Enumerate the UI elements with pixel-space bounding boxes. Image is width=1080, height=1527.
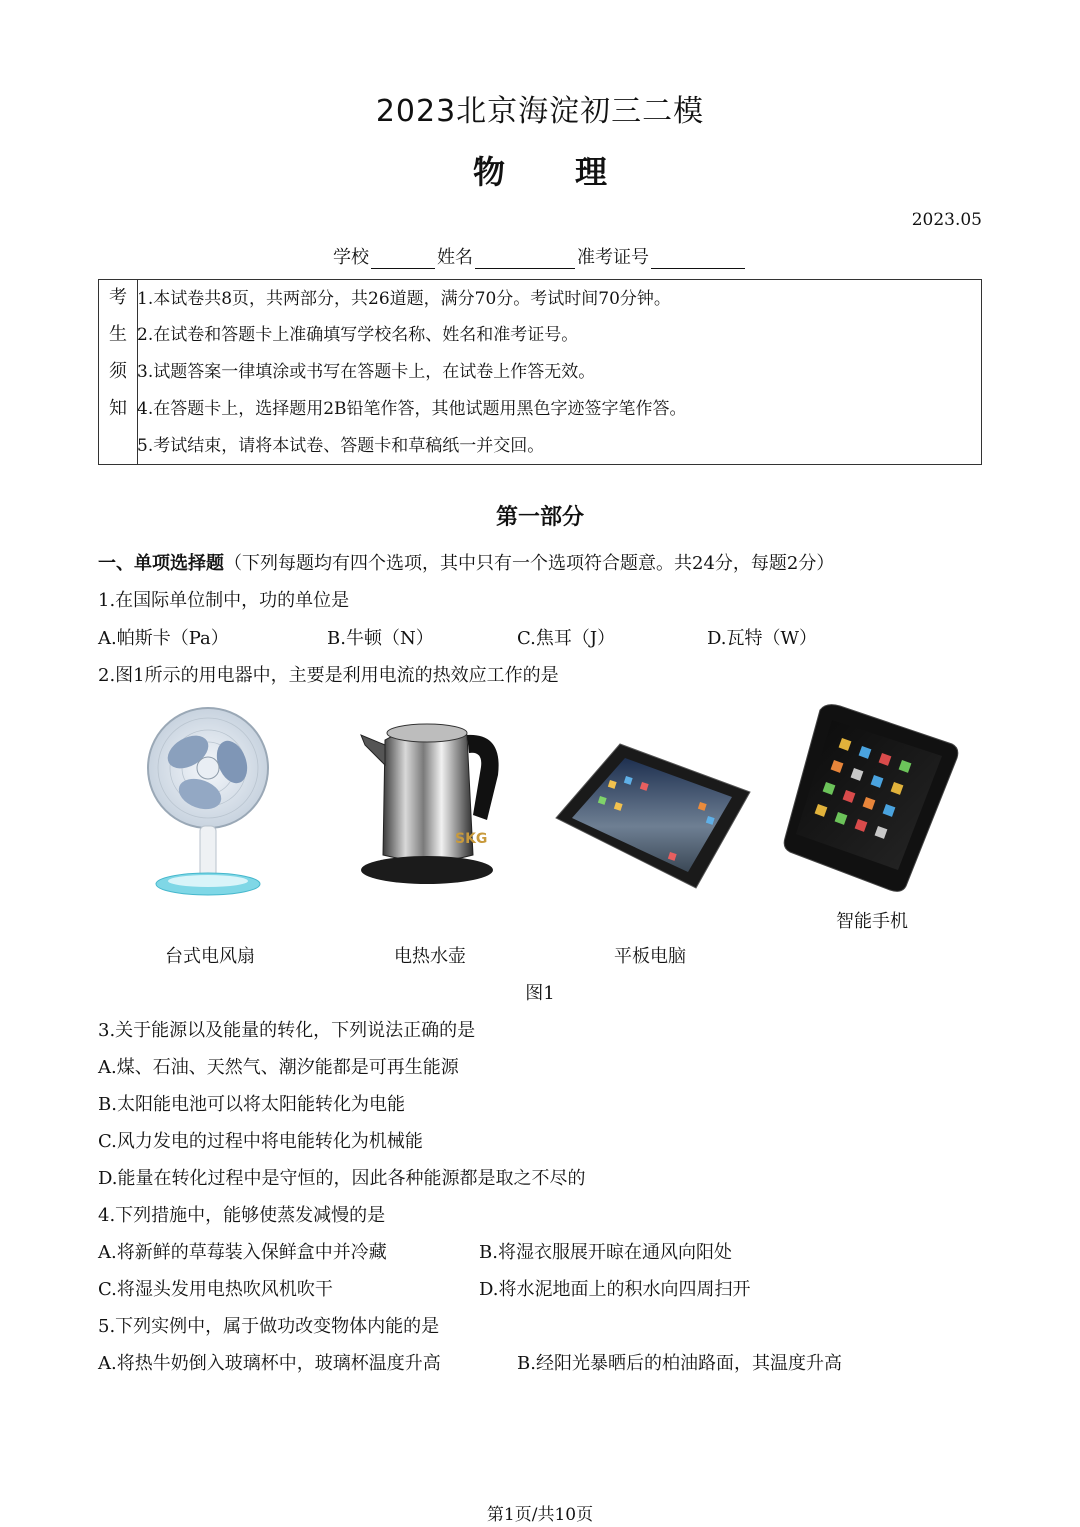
q1-option-c: C.焦耳（J） — [517, 628, 616, 649]
exam-id-label: 准考证号 — [577, 247, 649, 268]
q4-stem: 4.下列措施中，能够使蒸发减慢的是 — [98, 1205, 386, 1226]
q3-option-b: B.太阳能电池可以将太阳能转化为电能 — [98, 1094, 405, 1115]
q4-option-b: B.将湿衣服展开晾在通风向阳处 — [479, 1242, 732, 1263]
page-number: 第1页/共10页 — [486, 1505, 594, 1525]
section-heading: 一、单项选择题 — [98, 553, 224, 574]
exam-id-blank — [651, 250, 745, 269]
school-blank — [371, 250, 435, 269]
q3-option-d: D.能量在转化过程中是守恒的，因此各种能源都是取之不尽的 — [98, 1168, 586, 1189]
notice-item: 5.考试结束，请将本试卷、答题卡和草稿纸一并交回。 — [137, 436, 545, 456]
tablet-image — [550, 740, 755, 890]
section-heading-line — [98, 549, 834, 575]
student-info-line — [0, 243, 1080, 269]
q1-stem: 1.在国际单位制中，功的单位是 — [98, 590, 350, 611]
figure-label: 图1 — [525, 983, 555, 1004]
q1-option-b: B.牛顿（N） — [327, 628, 434, 649]
q3-option-a: A.煤、石油、天然气、潮汐能都是可再生能源 — [98, 1057, 459, 1078]
notice-side-char: 须 — [109, 361, 127, 382]
subject-title: 物理 — [472, 153, 677, 191]
q1-option-a: A.帕斯卡（Pa） — [98, 628, 229, 649]
name-blank — [475, 250, 575, 269]
kettle-brand-text: SKG — [455, 831, 488, 847]
exam-title: 2023北京海淀初三二模 — [375, 94, 705, 129]
notice-box — [98, 279, 982, 465]
notice-item: 4.在答题卡上，选择题用2B铅笔作答，其他试题用黑色字迹签字笔作答。 — [137, 399, 687, 419]
notice-item: 1.本试卷共8页，共两部分，共26道题，满分70分。考试时间70分钟。 — [137, 289, 671, 309]
q4-option-a: A.将新鲜的草莓装入保鲜盒中并冷藏 — [98, 1242, 387, 1263]
notice-side-label — [99, 280, 138, 464]
q4-option-c: C.将湿头发用电热吹风机吹干 — [98, 1279, 333, 1300]
name-label: 姓名 — [437, 247, 473, 268]
notice-side-char: 生 — [109, 324, 127, 345]
kettle-caption: 电热水壶 — [394, 946, 466, 967]
electric-kettle-image — [355, 705, 505, 890]
notice-side-char: 知 — [109, 398, 127, 419]
notice-item: 3.试题答案一律填涂或书写在答题卡上，在试卷上作答无效。 — [137, 362, 596, 382]
q5-option-a: A.将热牛奶倒入玻璃杯中，玻璃杯温度升高 — [98, 1353, 441, 1374]
q5-stem: 5.下列实例中，属于做功改变物体内能的是 — [98, 1316, 440, 1337]
phone-caption: 智能手机 — [836, 911, 908, 932]
smartphone-image — [782, 700, 962, 895]
desk-fan-image — [140, 700, 280, 900]
q3-stem: 3.关于能源以及能量的转化，下列说法正确的是 — [98, 1020, 476, 1041]
fan-caption: 台式电风扇 — [165, 946, 255, 967]
q4-option-d: D.将水泥地面上的积水向四周扫开 — [479, 1279, 751, 1300]
part1-title: 第一部分 — [495, 505, 584, 530]
q2-stem: 2.图1所示的用电器中，主要是利用电流的热效应工作的是 — [98, 665, 559, 686]
exam-date: 2023.05 — [911, 210, 982, 230]
q3-option-c: C.风力发电的过程中将电能转化为机械能 — [98, 1131, 423, 1152]
notice-side-char: 考 — [109, 287, 127, 308]
q5-option-b: B.经阳光暴晒后的柏油路面，其温度升高 — [517, 1353, 842, 1374]
notice-item: 2.在试卷和答题卡上准确填写学校名称、姓名和准考证号。 — [137, 325, 579, 345]
school-label: 学校 — [333, 247, 369, 268]
q1-option-d: D.瓦特（W） — [707, 628, 818, 649]
tablet-caption: 平板电脑 — [614, 946, 686, 967]
section-note: （下列每题均有四个选项，其中只有一个选项符合题意。共24分，每题2分） — [224, 553, 835, 574]
